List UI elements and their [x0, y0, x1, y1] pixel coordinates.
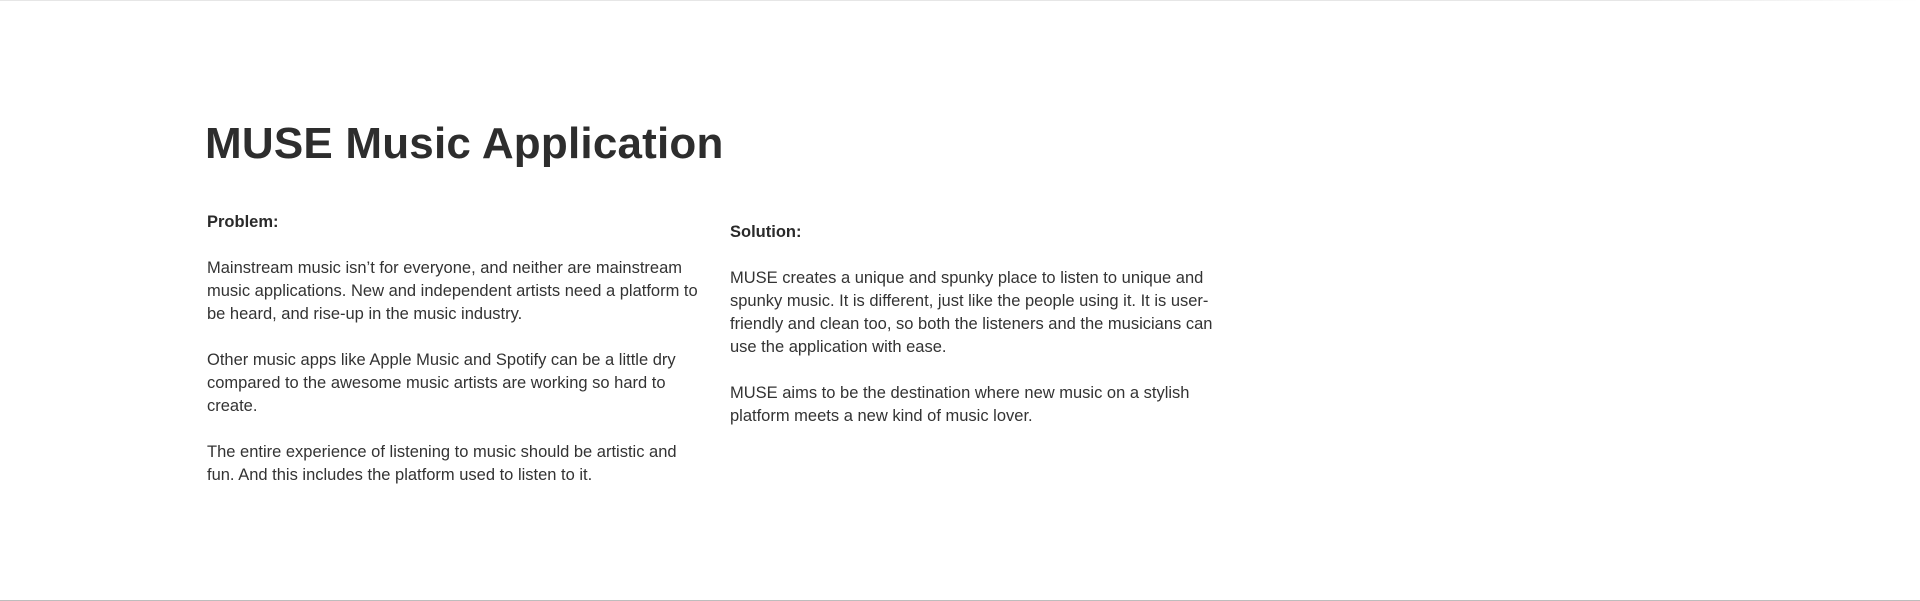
problem-paragraph-1: Mainstream music isn’t for everyone, and neither are mainstream music applications. New and independent artists need a platform to be heard, and rise-up in the music industry.	[207, 259, 698, 323]
top-divider	[0, 0, 1920, 1]
solution-paragraph-1: MUSE creates a unique and spunky place to listen to unique and spunky music. It is different, just like the people using it. It is user-friendly and clean too, so both the listeners and the musicians can use the application with ease.	[730, 269, 1213, 356]
solution-paragraph-2: MUSE aims to be the destination where new music on a stylish platform meets a new kind of music lover.	[730, 384, 1190, 425]
problem-paragraph-3: The entire experience of listening to music should be artistic and fun. And this includes the platform used to listen to it.	[207, 443, 677, 484]
solution-section	[730, 221, 1225, 428]
problem-paragraph-2: Other music apps like Apple Music and Spotify can be a little dry compared to the awesome music artists are working so hard to create.	[207, 351, 676, 415]
problem-section	[207, 211, 702, 487]
solution-heading: Solution:	[730, 223, 802, 241]
page-title: MUSE Music Application	[205, 119, 724, 168]
problem-heading: Problem:	[207, 213, 279, 231]
